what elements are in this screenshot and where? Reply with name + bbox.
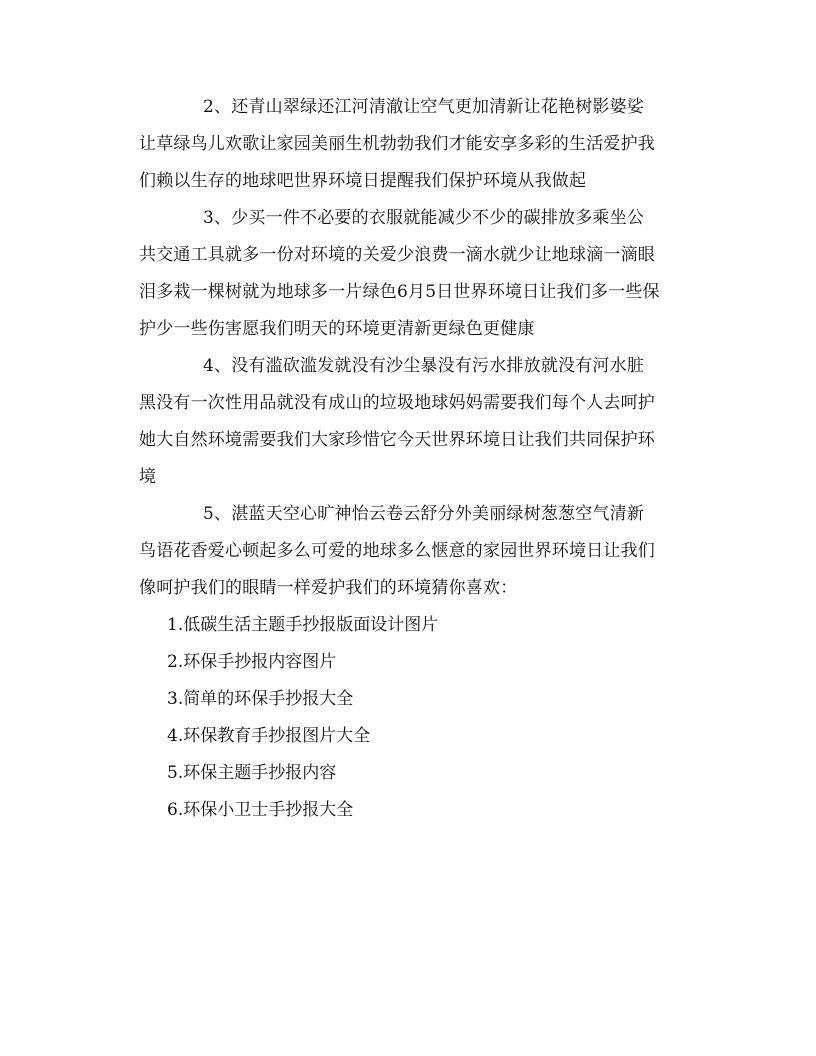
paragraph-line: 让草绿鸟儿欢歌让家园美丽生机勃勃我们才能安享多彩的生活爱护我 xyxy=(139,134,655,154)
paragraph-line: 像呵护我们的眼睛一样爱护我们的环境猜你喜欢： xyxy=(139,578,518,598)
paragraph-line: 5、湛蓝天空心旷神怡云卷云舒分外美丽绿树葱葱空气清新 xyxy=(203,504,645,524)
paragraph-line: 境 xyxy=(139,467,157,487)
paragraph-line: 黑没有一次性用品就没有成山的垃圾地球妈妈需要我们每个人去呵护 xyxy=(139,393,655,413)
list-item[interactable]: 6.环保小卫士手抄报大全 xyxy=(167,800,354,820)
list-item[interactable]: 1.低碳生活主题手抄报版面设计图片 xyxy=(167,615,439,635)
paragraph-line: 们赖以生存的地球吧世界环境日提醒我们保护环境从我做起 xyxy=(139,171,587,191)
paragraph-line: 4、没有滥砍滥发就没有沙尘暴没有污水排放就没有河水脏 xyxy=(203,356,645,376)
list-item[interactable]: 3.简单的环保手抄报大全 xyxy=(167,689,354,709)
list-item[interactable]: 4.环保教育手抄报图片大全 xyxy=(167,726,371,746)
paragraph-line: 鸟语花香爱心顿起多么可爱的地球多么惬意的家园世界环境日让我们 xyxy=(139,541,655,561)
list-item[interactable]: 2.环保手抄报内容图片 xyxy=(167,652,337,672)
paragraph-line: 护少一些伤害愿我们明天的环境更清新更绿色更健康 xyxy=(139,319,535,339)
paragraph-line: 2、还青山翠绿还江河清澈让空气更加清新让花艳树影婆娑 xyxy=(203,97,645,117)
list-item[interactable]: 5.环保主题手抄报内容 xyxy=(167,763,337,783)
paragraph-line: 她大自然环境需要我们大家珍惜它今天世界环境日让我们共同保护环 xyxy=(139,430,655,450)
paragraph-line: 泪多栽一棵树就为地球多一片绿色6月5日世界环境日让我们多一些保 xyxy=(139,282,660,302)
paragraph-line: 3、少买一件不必要的衣服就能减少不少的碳排放多乘坐公 xyxy=(203,208,645,228)
paragraph-line: 共交通工具就多一份对环境的关爱少浪费一滴水就少让地球滴一滴眼 xyxy=(139,245,655,265)
